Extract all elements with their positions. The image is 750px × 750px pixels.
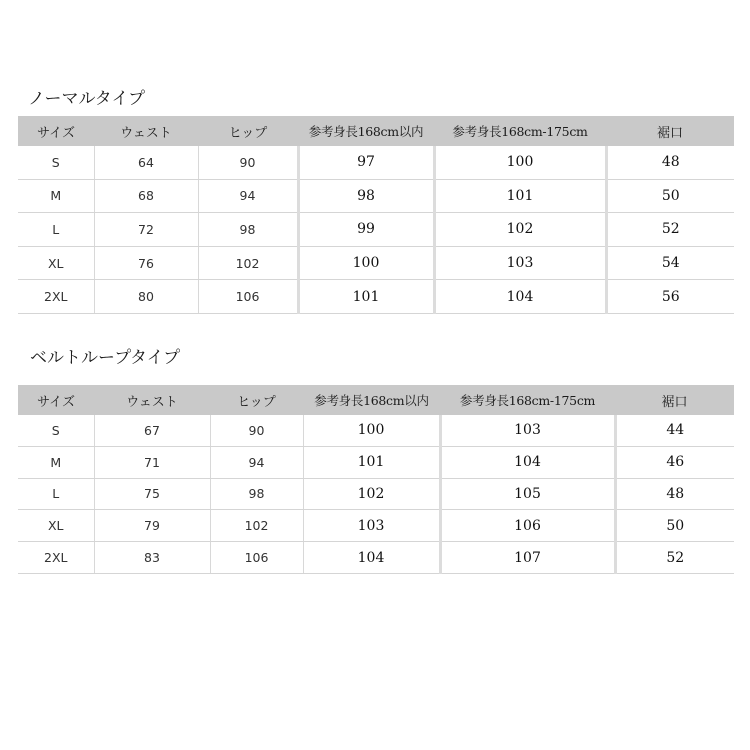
cell-hip: 94 [198,179,298,213]
header-hem: 裾口 [615,385,734,415]
cell-hem: 48 [606,146,734,179]
cell-height-under-168: 102 [303,478,440,510]
cell-height-168-175: 100 [434,146,606,179]
cell-size: XL [18,510,94,542]
cell-hem: 52 [606,213,734,247]
header-size: サイズ [18,385,94,415]
table-row [18,415,734,446]
cell-hem: 50 [615,510,734,542]
header-height-under-168: 参考身長168cm以内 [298,116,434,146]
cell-hip: 94 [210,446,303,478]
cell-hip: 90 [198,146,298,179]
normal-type-title: ノーマルタイプ [28,89,145,109]
cell-waist: 76 [94,246,198,280]
cell-height-168-175: 106 [440,510,615,542]
cell-height-under-168: 103 [303,510,440,542]
cell-height-168-175: 104 [440,446,615,478]
cell-size: M [18,179,94,213]
header-height-under-168: 参考身長168cm以内 [303,385,440,415]
cell-hip: 106 [198,280,298,314]
cell-height-under-168: 99 [298,213,434,247]
cell-height-under-168: 98 [298,179,434,213]
header-size: サイズ [18,116,94,146]
cell-height-under-168: 100 [303,415,440,446]
cell-waist: 64 [94,146,198,179]
header-height-168-175: 参考身長168cm-175cm [440,385,615,415]
header-hem: 裾口 [606,116,734,146]
cell-height-168-175: 104 [434,280,606,314]
header-waist: ウェスト [94,116,198,146]
cell-height-under-168: 101 [298,280,434,314]
cell-waist: 83 [94,542,210,574]
cell-size: 2XL [18,280,94,314]
cell-hem: 44 [615,415,734,446]
table-row [18,179,734,213]
cell-hip: 98 [198,213,298,247]
cell-height-under-168: 97 [298,146,434,179]
table-row [18,542,734,574]
cell-size: S [18,415,94,446]
table-row [18,246,734,280]
cell-size: 2XL [18,542,94,574]
table-row [18,510,734,542]
cell-hem: 56 [606,280,734,314]
cell-height-168-175: 107 [440,542,615,574]
cell-height-under-168: 100 [298,246,434,280]
normal-size-table [18,116,734,314]
cell-hip: 90 [210,415,303,446]
cell-hem: 54 [606,246,734,280]
cell-hem: 52 [615,542,734,574]
cell-waist: 67 [94,415,210,446]
cell-hip: 98 [210,478,303,510]
header-hip: ヒップ [210,385,303,415]
cell-size: L [18,213,94,247]
header-waist: ウェスト [94,385,210,415]
table-header-row [18,385,734,415]
cell-hip: 102 [210,510,303,542]
cell-height-168-175: 103 [440,415,615,446]
table-header-row [18,116,734,146]
cell-height-168-175: 105 [440,478,615,510]
table-row [18,446,734,478]
belt-loop-size-table [18,385,734,574]
cell-waist: 72 [94,213,198,247]
header-hip: ヒップ [198,116,298,146]
table-row [18,213,734,247]
cell-size: S [18,146,94,179]
cell-hem: 50 [606,179,734,213]
table-row [18,146,734,179]
cell-height-168-175: 102 [434,213,606,247]
cell-waist: 71 [94,446,210,478]
cell-hip: 102 [198,246,298,280]
table-row [18,280,734,314]
cell-size: L [18,478,94,510]
cell-size: M [18,446,94,478]
cell-hem: 48 [615,478,734,510]
cell-height-under-168: 101 [303,446,440,478]
cell-waist: 79 [94,510,210,542]
cell-waist: 68 [94,179,198,213]
header-height-168-175: 参考身長168cm-175cm [434,116,606,146]
cell-waist: 75 [94,478,210,510]
cell-height-168-175: 103 [434,246,606,280]
cell-height-under-168: 104 [303,542,440,574]
cell-height-168-175: 101 [434,179,606,213]
cell-hip: 106 [210,542,303,574]
belt-loop-type-title: ベルトループタイプ [30,348,181,368]
table-row [18,478,734,510]
cell-waist: 80 [94,280,198,314]
cell-size: XL [18,246,94,280]
cell-hem: 46 [615,446,734,478]
